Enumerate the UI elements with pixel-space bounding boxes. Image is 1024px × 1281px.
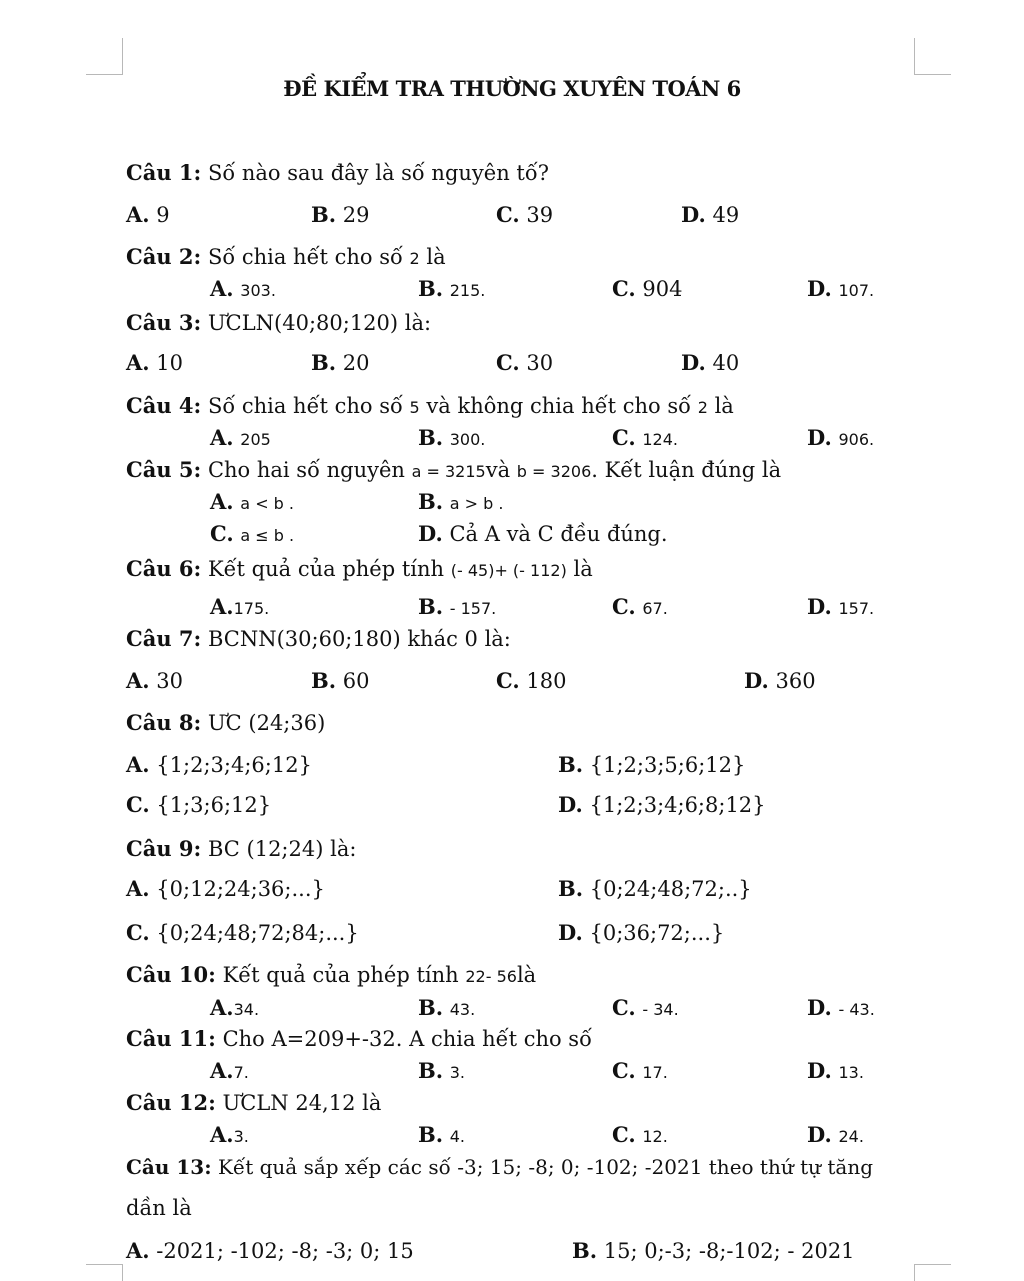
q2-option-a: A. 303. [210, 276, 276, 301]
page-title: ĐỀ KIỂM TRA THƯỜNG XUYÊN TOÁN 6 [283, 76, 741, 101]
q4-option-d: D. 906. [807, 425, 875, 450]
q6-option-d: D. 157. [807, 594, 875, 619]
q5-option-b: B. a > b . [418, 489, 504, 514]
q12-option-b: B. 4. [418, 1122, 466, 1147]
q9-option-c: C. {0;24;48;72;84;...} [126, 920, 359, 945]
q13-option-b: B. 15; 0;-3; -8;-102; - 2021 [572, 1238, 855, 1263]
q7-option-a: A. 30 [126, 668, 184, 693]
q11-option-d: D. 13. [807, 1058, 864, 1083]
page-corner-mark [86, 1264, 123, 1281]
question-12: Câu 12: ƯCLN 24,12 là [126, 1090, 382, 1115]
q6-option-b: B. - 157. [418, 594, 497, 619]
q1-option-d: D. 49 [681, 202, 740, 227]
question-5: Câu 5: Cho hai số nguyên a = 3215và b = 3206. Kết luận đúng là [126, 457, 782, 482]
q9-option-d: D. {0;36;72;...} [558, 920, 725, 945]
q7-option-d: D. 360 [744, 668, 816, 693]
q11-option-a: A.7. [210, 1058, 249, 1083]
q13-option-a: A. -2021; -102; -8; -3; 0; 15 [126, 1238, 414, 1263]
question-2: Câu 2: Số chia hết cho số 2 là [126, 244, 446, 269]
q7-option-b: B. 60 [311, 668, 370, 693]
q10-option-d: D. - 43. [807, 995, 875, 1020]
question-3: Câu 3: ƯCLN(40;80;120) là: [126, 310, 432, 335]
q8-option-d: D. {1;2;3;4;6;8;12} [558, 792, 766, 817]
question-4: Câu 4: Số chia hết cho số 5 và không chia hết cho số 2 là [126, 393, 734, 418]
q3-option-d: D. 40 [681, 350, 740, 375]
q4-option-a: A. 205 [210, 425, 271, 450]
q4-option-c: C. 124. [612, 425, 678, 450]
question-10: Câu 10: Kết quả của phép tính 22- 56là [126, 962, 537, 987]
q6-option-a: A.175. [210, 594, 270, 619]
q5-option-d: D. Cả A và C đều đúng. [418, 521, 668, 546]
q1-option-b: B. 29 [311, 202, 370, 227]
q8-option-a: A. {1;2;3;4;6;12} [126, 752, 312, 777]
q10-option-b: B. 43. [418, 995, 476, 1020]
q3-option-a: A. 10 [126, 350, 184, 375]
q9-option-a: A. {0;12;24;36;...} [126, 876, 325, 901]
q1-option-c: C. 39 [496, 202, 554, 227]
q8-option-b: B. {1;2;3;5;6;12} [558, 752, 746, 777]
q12-option-d: D. 24. [807, 1122, 864, 1147]
q3-option-c: C. 30 [496, 350, 554, 375]
q4-option-b: B. 300. [418, 425, 486, 450]
page-corner-mark [914, 1264, 951, 1281]
q5-option-c: C. a ≤ b . [210, 521, 295, 546]
q5-option-a: A. a < b . [210, 489, 295, 514]
q12-option-c: C. 12. [612, 1122, 668, 1147]
question-9: Câu 9: BC (12;24) là: [126, 836, 357, 861]
page-corner-mark [86, 38, 123, 75]
q11-option-b: B. 3. [418, 1058, 466, 1083]
q8-option-c: C. {1;3;6;12} [126, 792, 272, 817]
q7-option-c: C. 180 [496, 668, 567, 693]
q10-option-a: A.34. [210, 995, 260, 1020]
page-corner-mark [914, 38, 951, 75]
question-8: Câu 8: ƯC (24;36) [126, 710, 326, 735]
q11-option-c: C. 17. [612, 1058, 668, 1083]
q1-option-a: A. 9 [126, 202, 170, 227]
q3-option-b: B. 20 [311, 350, 370, 375]
question-7: Câu 7: BCNN(30;60;180) khác 0 là: [126, 626, 511, 651]
question-13: Câu 13: Kết quả sắp xếp các số -3; 15; -8; 0; -102; -2021 theo thứ tự tăng [126, 1155, 873, 1179]
question-11: Câu 11: Cho A=209+-32. A chia hết cho số [126, 1026, 592, 1051]
q2-option-c: C. 904 [612, 276, 683, 301]
question-6: Câu 6: Kết quả của phép tính (- 45)+ (- 112) là [126, 556, 593, 581]
q6-option-c: C. 67. [612, 594, 668, 619]
q9-option-b: B. {0;24;48;72;..} [558, 876, 752, 901]
q2-option-b: B. 215. [418, 276, 486, 301]
q2-option-d: D. 107. [807, 276, 875, 301]
question-1: Câu 1: Số nào sau đây là số nguyên tố? [126, 160, 549, 185]
question-13-continued: dần là [126, 1196, 192, 1220]
q10-option-c: C. - 34. [612, 995, 679, 1020]
q12-option-a: A.3. [210, 1122, 249, 1147]
